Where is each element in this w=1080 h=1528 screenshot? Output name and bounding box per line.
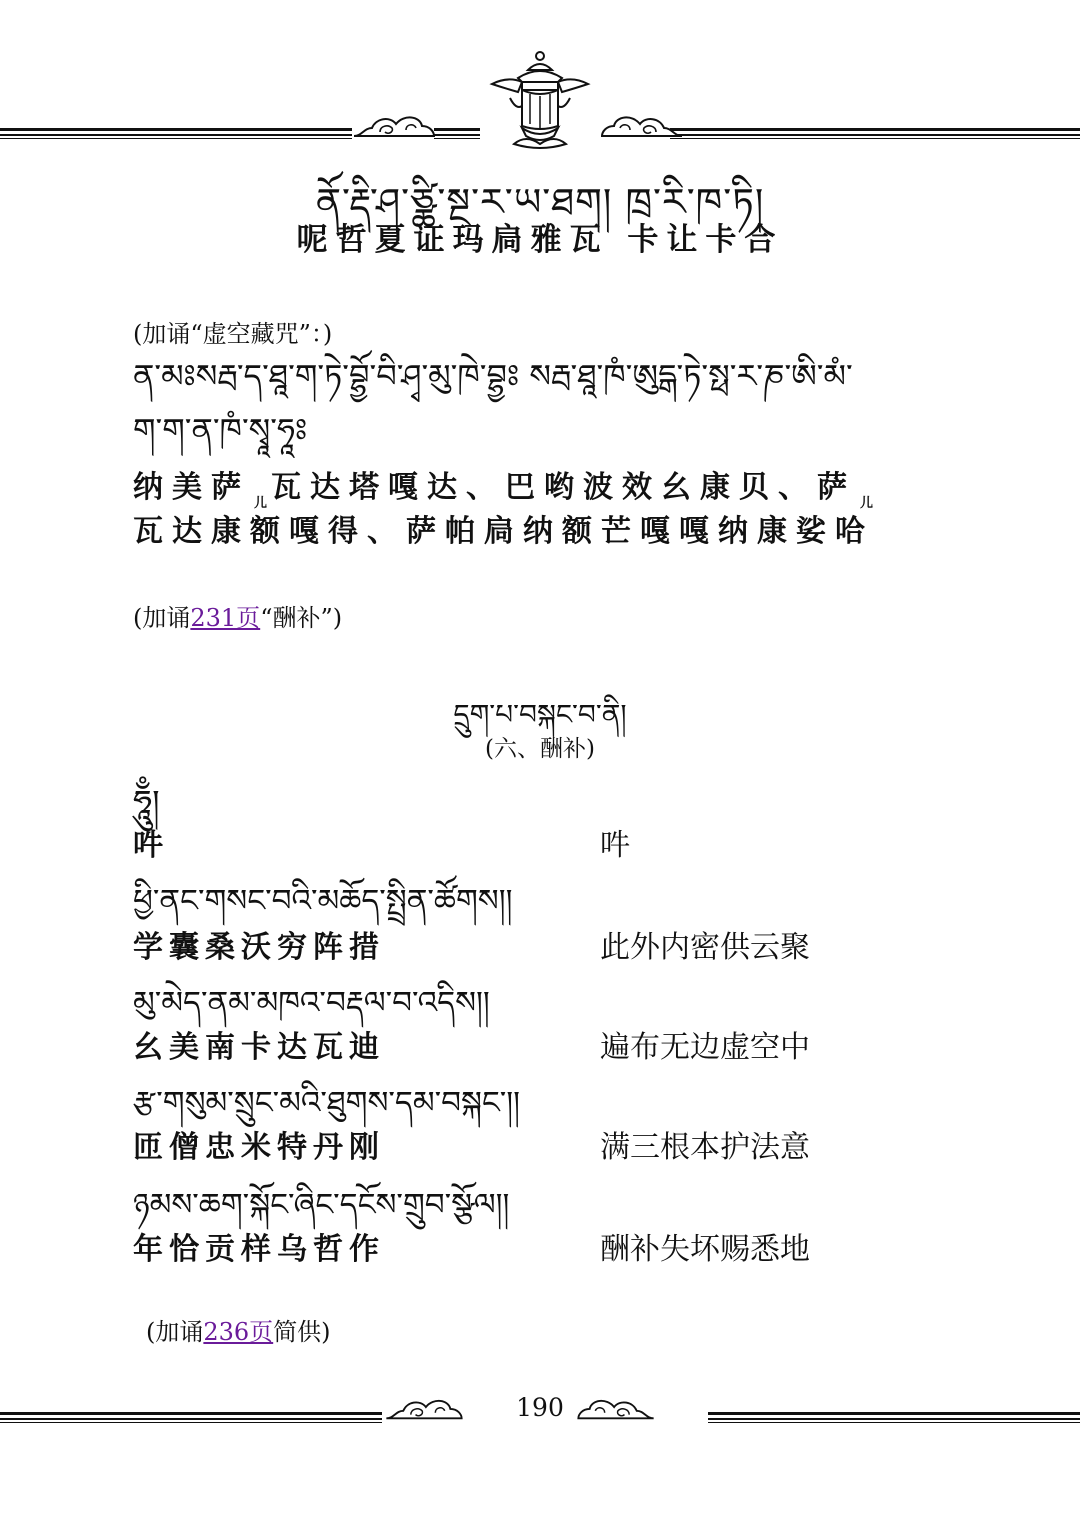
verse-translation: 满三根本护法意 [600,1130,810,1165]
verse-translation: 吽 [600,828,630,863]
cloud-scroll-icon [352,108,436,142]
verse-translation: 遍布无边虚空中 [600,1030,810,1065]
verse-phonetic: 吽 [133,828,169,863]
verse-translation: 此外内密供云聚 [600,930,810,965]
page-link-231[interactable]: 231页 [190,604,261,632]
mantra-chinese-line: 纳美萨 $_儿$ 瓦达塔嘎达、巴哟波效幺康贝、萨 $_儿$ [133,470,874,511]
verse-translation: 酬补失坏赐悉地 [600,1232,810,1267]
mantra-tibetan-line: ན་མཿསརྦ་ད་ཐཱ་ག་ཏེ་བྷྱོ་བི་ཤྭ་མུ་ཁེ་བྷྱཿ སརྦ་ཐཱ་ཁཾ་ཨུདྒ་ཏེ་སྥ་ར་ཎ་ཨི་མཾ་ [133,357,853,395]
verse-phonetic: 学囊桑沃穷阵措 [133,930,385,965]
page-title-tibetan: ནོ་རྡི་ཤ་ཙྪི་སྔ་ར་ཡ་ཐག། ཁྲ་རི་ཁ་ཏི། [315,180,765,224]
verse-tibetan: ཉམས་ཆག་སྐོང་ཞིང་དངོས་གྲུབ་སྩོལ།། [133,1187,510,1223]
victory-banner-icon [478,48,602,154]
page-number: 190 [516,1393,564,1422]
section-title-tibetan: དྲུག་པ་བསྐང་བ་ནི། [453,698,627,731]
section-title-chinese: (六、酬补) [485,736,595,762]
verse-tibetan: ཕྱི་ནང་གསང་བའི་མཆོད་སྤྲིན་ཚོགས།། [133,883,513,919]
mantra-tibetan-line: ག་ག་ན་ཁཾ་སྭཱ་ཧཱཿ [133,411,308,449]
instruction-note: (加诵231页“酬补”) [133,604,343,632]
cloud-scroll-icon [600,108,684,142]
page-link-236[interactable]: 236页 [203,1318,274,1346]
verse-phonetic: 幺美南卡达瓦迪 [133,1030,385,1065]
er-mark: 儿 [860,496,874,511]
instruction-note: (加诵“虚空藏咒”：) [133,320,333,348]
verse-tibetan: རྩ་གསུམ་སྲུང་མའི་ཐུགས་དམ་བསྐང་།། [133,1085,521,1121]
instruction-note: (加诵236页简供) [146,1318,331,1346]
verse-tibetan: མུ་མེད་ནམ་མཁའ་བརྡལ་བ་འདིས།། [133,985,490,1021]
verse-tibetan: ཧཱུྃ། [133,783,160,823]
er-mark: 儿 [254,496,268,511]
verse-phonetic: 年恰贡样乌哲作 [133,1232,385,1267]
page-title-chinese: 呢哲夏证玛扃雅瓦 卡让卡合 [296,222,784,258]
mantra-chinese-line: 瓦达康额嘎得、萨帕扃纳额芒嘎嘎纳康娑哈 [133,514,874,549]
verse-phonetic: 匝僧忠米特丹刚 [133,1130,385,1165]
